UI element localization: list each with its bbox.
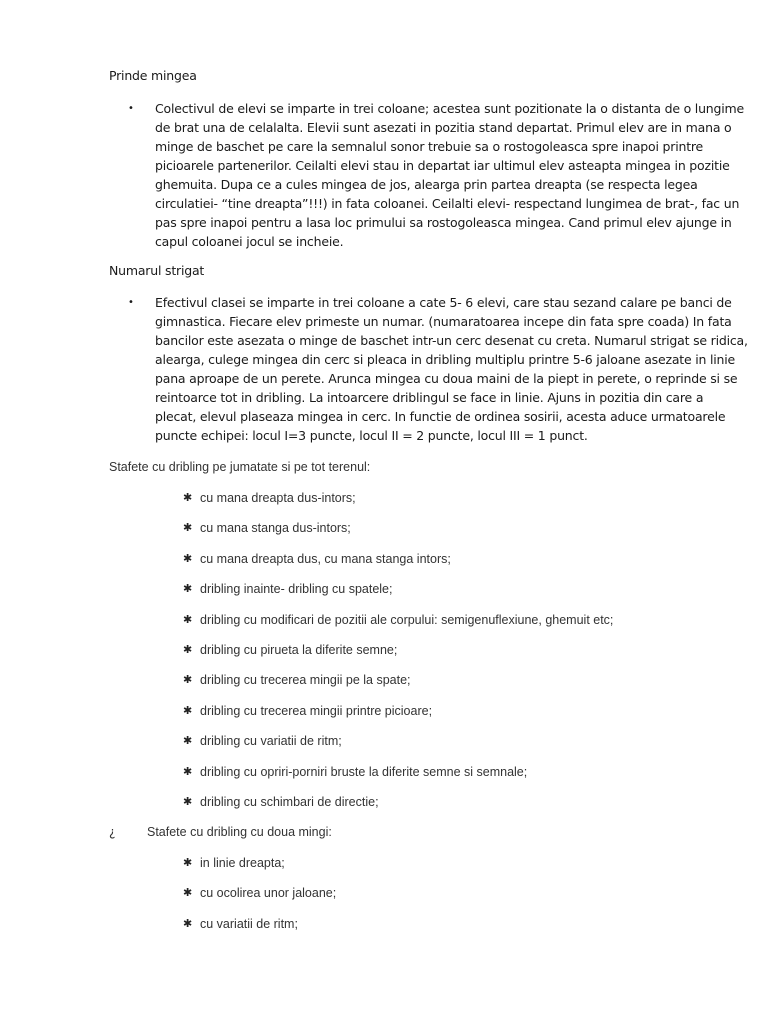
list-item <box>183 490 613 520</box>
list-item <box>183 794 613 824</box>
list-item <box>183 885 336 915</box>
asterisk-icon: ✱ <box>183 886 193 900</box>
list-stafete-teren <box>183 490 613 824</box>
list-item-text: cu variatii de ritm; <box>200 916 298 931</box>
list-stafete-doua-mingi <box>183 855 336 946</box>
text-line: plecat, elevul plaseaza mingea in cerc. In functie de ordinea sosirii, acesta aduce urmatoarele <box>155 409 726 424</box>
text-line: bancilor este asezata o minge de baschet intr-un cerc desenat cu creta. Numarul strigat se ridica, <box>155 333 748 348</box>
asterisk-icon: ✱ <box>183 856 193 869</box>
lead-stafete-doua-mingi: Stafete cu dribling cu doua mingi: <box>147 825 332 839</box>
text-line: gimnastica. Fiecare elev primeste un numar. (numaratoarea incepe din fata spre coada) In fata <box>155 314 732 329</box>
list-item-text: dribling cu pirueta la diferite semne; <box>200 642 398 657</box>
text-line: Colectivul de elevi se imparte in trei coloane; acestea sunt pozitionate la o distanta de o lungime <box>155 101 744 116</box>
text-line: puncte echipei: locul I=3 puncte, locul II = 2 puncte, locul III = 1 punct. <box>155 428 588 443</box>
list-item-text: in linie dreapta; <box>200 856 285 870</box>
asterisk-icon: ✱ <box>183 764 193 778</box>
asterisk-icon: ✱ <box>183 673 193 687</box>
list-item <box>183 581 613 611</box>
heading-numarul-strigat: Numarul strigat <box>109 263 205 278</box>
paragraph-numarul-strigat <box>155 293 748 445</box>
text-line: Efectivul clasei se imparte in trei coloane a cate 5- 6 elevi, care stau sezand calare pe banci de <box>155 295 732 310</box>
list-item <box>183 916 336 946</box>
text-line: alearga, culege mingea din cerc si pleaca in dribling multiplu printre 5-6 jaloane asezate in linie <box>155 352 736 367</box>
list-item <box>183 764 613 794</box>
list-item <box>183 520 613 550</box>
text-line: circulatiei- “tine dreapta”!!!) in fata coloanei. Ceilalti elevi- respectand lungimea de brat-, fac un <box>155 196 740 211</box>
text-line: picioarele partenerilor. Ceilalti elevi stau in departat iar ultimul elev asteapta mingea in pozitie <box>155 158 730 173</box>
list-item-text: cu mana dreapta dus-intors; <box>200 491 356 505</box>
asterisk-icon: ✱ <box>183 551 193 565</box>
asterisk-icon: ✱ <box>183 491 193 504</box>
text-line: pana aproape de un perete. Arunca mingea cu doua maini de la piept in perete, o reprinde si se <box>155 371 738 386</box>
asterisk-icon: ✱ <box>183 612 193 626</box>
lead-stafete-teren: Stafete cu dribling pe jumatate si pe tot terenul: <box>109 460 371 474</box>
text-line: de brat una de celalalta. Elevii sunt asezati in pozitia stand departat. Primul elev are in mana o <box>155 120 732 135</box>
list-item-text: dribling cu opriri-porniri bruste la diferite semne si semnale; <box>200 764 528 779</box>
asterisk-icon: ✱ <box>183 734 193 748</box>
text-line: capul coloanei jocul se incheie. <box>155 234 344 249</box>
asterisk-icon: ✱ <box>183 794 193 808</box>
paragraph-prinde-mingea <box>155 99 744 251</box>
asterisk-icon: ✱ <box>183 642 193 656</box>
bullet-numarul-strigat: • <box>128 297 134 308</box>
list-item <box>183 703 613 733</box>
text-line: pas spre inapoi pentru a lasa loc primului sa rostogoleasca mingea. Cand primul elev ajunge in <box>155 215 732 230</box>
list-item-text: cu mana stanga dus-intors; <box>200 521 351 536</box>
asterisk-icon: ✱ <box>183 916 193 930</box>
list-item-text: dribling cu trecerea mingii pe la spate; <box>200 673 411 688</box>
heading-prinde-mingea: Prinde mingea <box>109 68 197 83</box>
text-line: ghemuita. Dupa ce a cules mingea de jos, alearga prin partea dreapta (se respecta legea <box>155 177 698 192</box>
text-line: minge de baschet pe care la semnalul sonor trebuie sa o rostogoleasca spre inapoi printre <box>155 139 704 154</box>
text-line: reintoarce tot in dribling. La intoarcere driblingul se face in linie. Ajuns in pozitia din care a <box>155 390 704 405</box>
list-item <box>183 612 613 642</box>
list-item <box>183 551 613 581</box>
asterisk-icon: ✱ <box>183 582 193 596</box>
asterisk-icon: ✱ <box>183 521 193 535</box>
list-item <box>183 642 613 672</box>
list-item-text: dribling cu trecerea mingii printre picioare; <box>200 703 433 718</box>
list-item-text: cu ocolirea unor jaloane; <box>200 886 337 901</box>
list-item <box>183 672 613 702</box>
inverted-question-icon: ¿ <box>109 825 116 839</box>
list-item-text: dribling cu modificari de pozitii ale corpului: semigenuflexiune, ghemuit etc; <box>200 612 614 627</box>
list-item <box>183 855 336 885</box>
list-item-text: dribling inainte- dribling cu spatele; <box>200 582 393 597</box>
asterisk-icon: ✱ <box>183 703 193 717</box>
list-item-text: cu mana dreapta dus, cu mana stanga intors; <box>200 551 451 566</box>
list-item-text: dribling cu schimbari de directie; <box>200 794 379 809</box>
bullet-prinde-mingea: • <box>128 103 134 114</box>
list-item-text: dribling cu variatii de ritm; <box>200 734 342 749</box>
list-item <box>183 733 613 763</box>
